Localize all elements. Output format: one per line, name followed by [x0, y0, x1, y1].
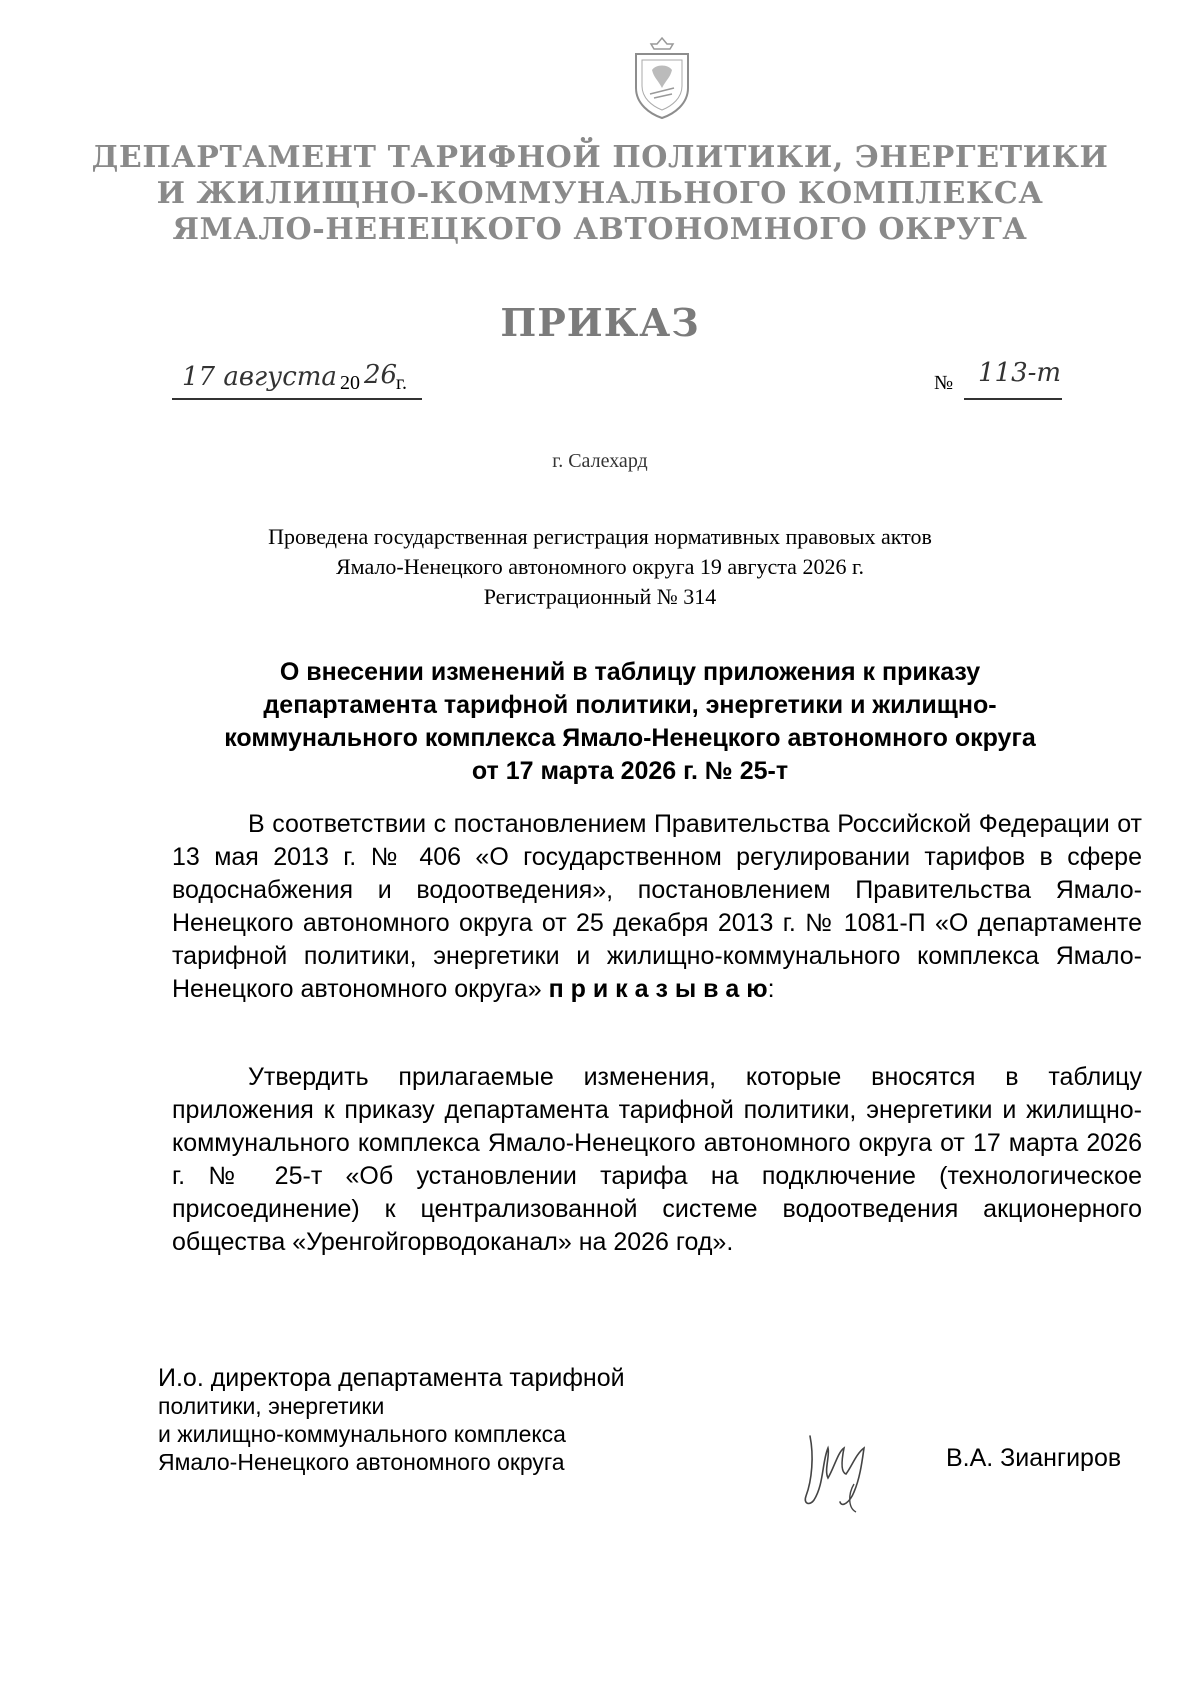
order-word: п р и к а з ы в а ю [548, 975, 768, 1003]
coat-of-arms-icon [628, 36, 696, 120]
date-year-handwritten: 26 [364, 360, 398, 390]
date-year-prefix: 20 [340, 372, 360, 394]
registration-line-2: Ямало-Ненецкого автономного округа 19 августа 2026 г. [336, 554, 864, 579]
registration-line-1: Проведена государственная регистрация нормативных правовых актов [268, 524, 932, 549]
order-colon: : [767, 975, 775, 1003]
registration-line-3: Регистрационный № 314 [483, 584, 717, 609]
signatory-name: В.А. Зиангиров [946, 1444, 1122, 1472]
signatory-line-2: политики, энергетики [158, 1393, 385, 1419]
department-title-line-2: И ЖИЛИЩНО-КОММУНАЛЬНОГО КОМПЛЕКСА [156, 176, 1044, 211]
date-underline [172, 398, 422, 400]
document-type: ПРИКАЗ [500, 300, 700, 345]
signatory-line-1: И.о. директора департамента тарифной [158, 1364, 625, 1392]
document-subject [150, 656, 1110, 788]
paragraph-1-text: В соответствии с постановлением Правительства Российской Федерации от 13 мая 2013 г. № 406 «О государственном регулировании тарифов в сфере водоснабжения и водоотведения», постановлением Правительства Ямало-Ненецкого автономного округа от 25 декабря 2013 г. № 1081-П «О департаменте тарифной политики, энергетики и жилищно-коммунального комплекса Ямало-Ненецкого автономного округа» [172, 810, 1142, 1003]
department-title-line-1: ДЕПАРТАМЕНТ ТАРИФНОЙ ПОЛИТИКИ, ЭНЕРГЕТИКИ [91, 140, 1109, 175]
city: г. Салехард [552, 450, 648, 472]
body-paragraph-2: Утвердить прилагаемые изменения, которые вносятся в таблицу приложения к приказу департамента тарифной политики, энергетики и жилищно-коммунального комплекса Ямало-Ненецкого автономного округа от 17 марта 2026 г. № 25-т «Об установлении тарифа на подключение (технологическое присоединение) к централизованной системе водоотведения акционерного общества «Уренгойгорводоканал» на 2026 год». [172, 1063, 1142, 1256]
subject-line-2: департамента тарифной политики, энергетики и жилищно- [263, 691, 997, 719]
number-underline [964, 398, 1062, 400]
date-handwritten: 17 августа [182, 362, 337, 392]
subject-line-3: коммунального комплекса Ямало-Ненецкого автономного округа [224, 724, 1036, 752]
number-handwritten: 113-т [978, 358, 1062, 388]
registration-note [0, 522, 1200, 612]
handwritten-signature [796, 1424, 892, 1525]
department-title-line-3: ЯМАЛО-НЕНЕЦКОГО АВТОНОМНОГО ОКРУГА [172, 212, 1028, 247]
date-year-suffix: г. [396, 372, 407, 394]
signatory-title [158, 1364, 718, 1476]
number-label: № [934, 372, 954, 394]
subject-line-1: О внесении изменений в таблицу приложения к приказу [279, 658, 981, 686]
body-paragraph-1 [172, 808, 1142, 1006]
signatory-line-4: Ямало-Ненецкого автономного округа [158, 1449, 565, 1475]
signatory-line-3: и жилищно-коммунального комплекса [158, 1421, 566, 1447]
subject-line-4: от 17 марта 2026 г. № 25-т [471, 757, 789, 785]
